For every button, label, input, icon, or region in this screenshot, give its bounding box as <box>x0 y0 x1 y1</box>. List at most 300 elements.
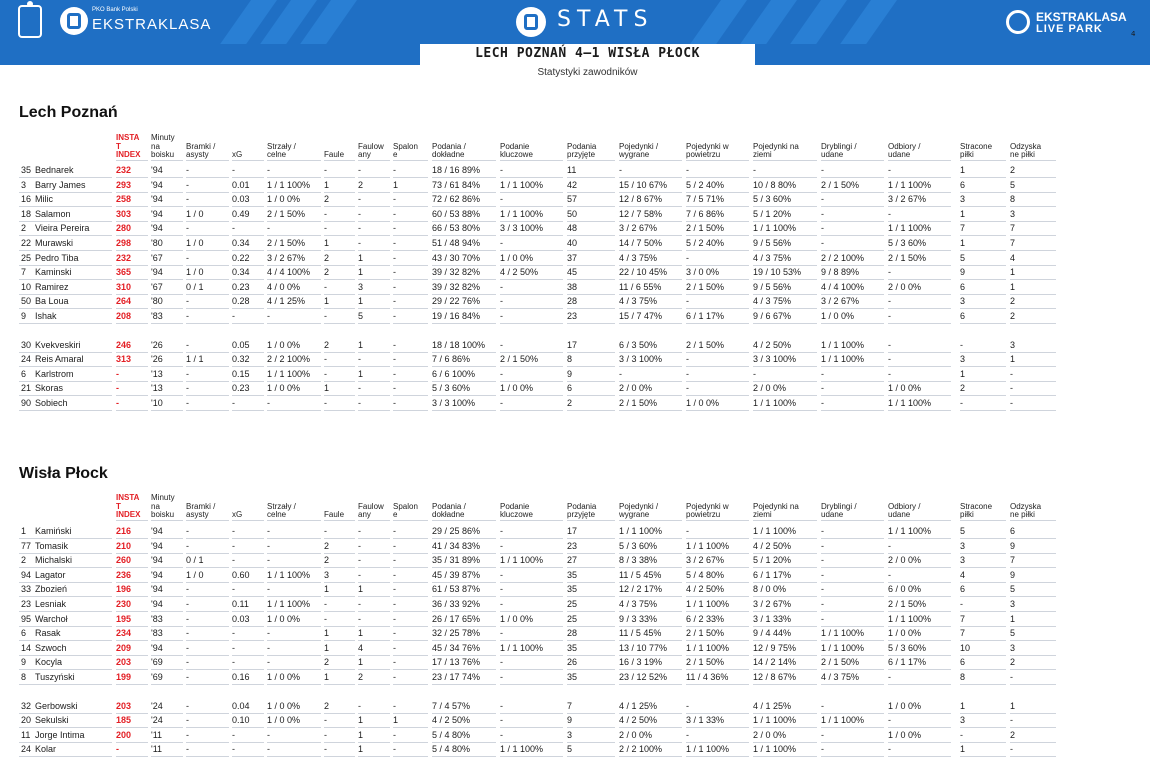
stat-cell: 2 <box>960 383 966 394</box>
row-divider <box>1010 308 1056 309</box>
stat-cell: - <box>393 368 396 379</box>
stat-cell: - <box>500 238 503 248</box>
row-divider <box>888 366 951 367</box>
stat-cell: 5 / 1 20% <box>753 208 792 219</box>
row-divider <box>619 684 682 685</box>
stat-cell: 1 <box>324 642 330 653</box>
stat-cell: 1 <box>324 238 330 248</box>
stat-cell: 2 <box>1010 729 1016 740</box>
stat-cell: 7 / 6 86% <box>686 208 725 219</box>
player-name: Jorge Intima <box>35 729 85 740</box>
row-divider <box>753 684 817 685</box>
league-name: EKSTRAKLASA <box>92 16 212 33</box>
stat-cell: 2 <box>324 267 330 278</box>
stat-cell: '69 <box>151 672 163 682</box>
stat-cell: 5 <box>1010 584 1016 595</box>
row-divider <box>1010 395 1056 396</box>
row-divider <box>500 323 563 324</box>
column-header: Podania przyjęte <box>567 501 597 519</box>
stat-cell: - <box>1010 715 1013 726</box>
stat-cell: - <box>393 555 396 566</box>
stat-cell: '24 <box>151 715 163 726</box>
stat-cell: 4 / 1 25% <box>753 700 792 711</box>
stat-cell: 5 / 3 60% <box>888 238 927 248</box>
player-name: Lagator <box>35 569 66 580</box>
stat-cell: 9 <box>960 267 966 278</box>
stat-cell: 9 / 5 56% <box>753 281 792 292</box>
stat-cell: - <box>393 613 396 624</box>
row-divider <box>232 553 264 554</box>
header-underline <box>619 160 682 161</box>
header-underline <box>151 160 183 161</box>
stat-cell: - <box>186 526 189 536</box>
stat-cell: '67 <box>151 281 163 292</box>
header-underline <box>324 520 355 521</box>
stat-cell: - <box>500 311 503 321</box>
stat-cell: 1 <box>324 628 330 639</box>
row-divider <box>1010 323 1056 324</box>
header-underline <box>324 160 355 161</box>
stat-cell: '94 <box>151 540 163 551</box>
stat-cell: - <box>358 165 361 175</box>
stat-cell: 42 <box>567 179 578 190</box>
stat-cell: 7 <box>960 613 966 624</box>
row-divider <box>393 727 428 728</box>
stat-cell: 1 <box>358 368 364 379</box>
stat-cell: '11 <box>151 744 163 755</box>
stat-cell: 45 <box>567 267 578 278</box>
stat-cell: 27 <box>567 555 578 566</box>
stat-cell: 7 <box>1010 555 1016 566</box>
stat-cell: 232 <box>116 252 132 263</box>
stat-cell: 39 / 32 82% <box>432 281 481 292</box>
stat-cell: 2 / 0 0% <box>753 383 787 394</box>
player-name: Lesniak <box>35 599 67 609</box>
stat-cell: - <box>821 700 824 711</box>
stat-cell: - <box>267 657 270 668</box>
stat-cell: 19 / 10 53% <box>753 267 802 278</box>
stat-cell: 3 / 3 100% <box>432 398 476 408</box>
stat-cell: 293 <box>116 179 132 190</box>
player-name: Warchoł <box>35 613 68 624</box>
player-name: Ba Loua <box>35 296 69 307</box>
stat-cell: - <box>500 715 503 726</box>
stat-cell: '69 <box>151 657 163 668</box>
stat-cell: 1 / 0 <box>186 569 204 580</box>
row-divider <box>324 742 355 743</box>
stat-cell: 1 / 1 100% <box>821 642 865 653</box>
row-divider <box>686 756 749 757</box>
stat-cell: 6 <box>960 584 966 595</box>
player-name: Barry James <box>35 179 86 190</box>
row-divider <box>393 395 428 396</box>
row-divider <box>686 366 749 367</box>
stat-cell: 28 <box>567 628 578 639</box>
stat-cell: 14 / 7 50% <box>619 238 663 248</box>
stat-cell: - <box>500 628 503 639</box>
row-divider <box>324 206 355 207</box>
row-divider <box>19 323 112 324</box>
row-divider <box>232 538 264 539</box>
stat-cell: '67 <box>151 252 163 263</box>
stat-cell: 2 <box>324 252 330 263</box>
stat-cell: - <box>267 223 270 234</box>
stat-cell: - <box>324 354 327 365</box>
stat-cell: 1 <box>324 672 330 682</box>
stat-cell: 1 / 0 0% <box>500 383 534 394</box>
stat-cell: 40 <box>567 238 578 248</box>
column-header: Bramki / asysty <box>186 501 216 519</box>
row-divider <box>1010 626 1056 627</box>
stat-cell: 9 / 4 44% <box>753 628 792 639</box>
stat-cell: - <box>686 700 689 711</box>
row-divider <box>753 323 817 324</box>
stat-cell: - <box>186 368 189 379</box>
stat-cell: '10 <box>151 398 163 408</box>
stat-cell: 0.23 <box>232 281 250 292</box>
stat-cell: - <box>393 642 396 653</box>
row-divider <box>1010 221 1056 222</box>
row-divider <box>186 250 229 251</box>
stat-cell: 3 <box>1010 642 1016 653</box>
stat-cell: - <box>324 223 327 234</box>
stat-cell: - <box>116 383 119 394</box>
stat-cell: 1 <box>960 368 966 379</box>
row-divider <box>186 611 229 612</box>
row-divider <box>1010 756 1056 757</box>
player-number: 32 <box>21 700 32 711</box>
stat-cell: - <box>186 540 189 551</box>
player-name: Rasak <box>35 628 61 639</box>
stat-cell: 1 <box>358 657 364 668</box>
stat-cell: - <box>1010 398 1013 408</box>
stat-cell: 3 <box>960 194 966 205</box>
stat-cell: - <box>358 700 361 711</box>
stat-cell: 4 <box>960 569 966 580</box>
row-divider <box>358 323 390 324</box>
row-divider <box>267 410 321 411</box>
stat-cell: 1 / 1 100% <box>686 744 730 755</box>
stat-cell: - <box>888 339 891 350</box>
column-header: Stracone piłki <box>960 141 993 159</box>
stat-cell: 7 <box>1010 223 1016 234</box>
row-divider <box>1010 235 1056 236</box>
row-divider <box>324 395 355 396</box>
live-park-line1: EKSTRAKLASA <box>1036 10 1127 24</box>
stat-cell: 4 / 3 75% <box>753 252 792 263</box>
stat-cell: 298 <box>116 238 132 248</box>
stat-cell: - <box>888 672 891 682</box>
row-divider <box>358 553 390 554</box>
stat-cell: 1 / 0 0% <box>267 672 301 682</box>
row-divider <box>358 684 390 685</box>
row-divider <box>500 279 563 280</box>
row-divider <box>888 308 951 309</box>
stat-cell: - <box>186 311 189 321</box>
stat-cell: - <box>500 368 503 379</box>
stat-cell: - <box>186 744 189 755</box>
stat-cell: '13 <box>151 383 163 394</box>
stat-cell: 0.16 <box>232 672 250 682</box>
column-header: Pojedynki w powietrzu <box>686 501 729 519</box>
stat-cell: 3 / 2 67% <box>753 599 792 609</box>
stat-cell: 0.03 <box>232 613 250 624</box>
row-divider <box>821 742 884 743</box>
stat-cell: 8 <box>567 354 573 365</box>
stat-cell: 25 <box>567 599 578 609</box>
stat-cell: 1 <box>960 165 966 175</box>
stat-cell: 1 <box>1010 700 1016 711</box>
column-header: Podania przyjęte <box>567 141 597 159</box>
header-underline <box>393 160 428 161</box>
row-divider <box>960 221 1006 222</box>
stat-cell: - <box>393 628 396 639</box>
row-divider <box>232 655 264 656</box>
stat-cell: - <box>358 540 361 551</box>
row-divider <box>432 756 496 757</box>
player-number: 33 <box>21 584 32 595</box>
row-divider <box>358 381 390 382</box>
row-divider <box>500 235 563 236</box>
player-name: Zbozień <box>35 584 68 595</box>
stat-cell: 9 <box>1010 540 1016 551</box>
stat-cell: '26 <box>151 339 163 350</box>
stat-cell: 37 <box>567 252 578 263</box>
stat-cell: 1 <box>1010 613 1016 624</box>
row-divider <box>116 366 148 367</box>
stat-cell: 3 / 3 100% <box>619 354 663 365</box>
row-divider <box>393 308 428 309</box>
stat-cell: 210 <box>116 540 132 551</box>
stat-cell: 313 <box>116 354 132 365</box>
stat-cell: - <box>821 165 824 175</box>
row-divider <box>1010 611 1056 612</box>
row-divider <box>232 410 264 411</box>
stat-cell: - <box>324 281 327 292</box>
stat-cell: 6 <box>960 281 966 292</box>
stat-cell: - <box>686 165 689 175</box>
stat-cell: 310 <box>116 281 132 292</box>
row-divider <box>1010 582 1056 583</box>
stat-cell: 1 <box>324 179 330 190</box>
stat-cell: - <box>267 398 270 408</box>
stat-cell: 6 <box>960 657 966 668</box>
stat-cell: 2 <box>1010 657 1016 668</box>
stat-cell: 23 <box>567 311 578 321</box>
stat-cell: 0.03 <box>232 194 250 205</box>
player-name: Pedro Tiba <box>35 252 79 263</box>
stat-cell: 1 / 0 0% <box>500 613 534 624</box>
stat-cell: - <box>393 383 396 394</box>
stat-cell: 4 / 2 50% <box>500 267 539 278</box>
stat-cell: 1 / 0 0% <box>821 311 855 321</box>
player-number: 16 <box>21 194 32 205</box>
stat-cell: 5 <box>1010 179 1016 190</box>
column-header: Spalon e <box>393 501 418 519</box>
stat-cell: - <box>267 540 270 551</box>
row-divider <box>324 323 355 324</box>
stat-cell: - <box>186 252 189 263</box>
row-divider <box>393 626 428 627</box>
stat-cell: '94 <box>151 555 163 566</box>
row-divider <box>393 582 428 583</box>
stat-cell: '80 <box>151 238 163 248</box>
stat-cell: 2 / 0 0% <box>888 555 922 566</box>
stat-cell: - <box>116 744 119 755</box>
row-divider <box>358 235 390 236</box>
row-divider <box>500 596 563 597</box>
stat-cell: 7 <box>960 223 966 234</box>
row-divider <box>567 742 615 743</box>
row-divider <box>1010 250 1056 251</box>
stat-cell: - <box>821 208 824 219</box>
column-header: Faulow any <box>358 141 384 159</box>
stat-cell: - <box>186 672 189 682</box>
stat-cell: 12 / 9 75% <box>753 642 797 653</box>
stat-cell: 1 <box>393 715 399 726</box>
stat-cell: 3 / 3 100% <box>753 354 797 365</box>
player-name: Ishak <box>35 311 57 321</box>
stat-cell: 2 / 2 100% <box>619 744 663 755</box>
row-divider <box>567 727 615 728</box>
stat-cell: - <box>358 599 361 609</box>
player-number: 6 <box>21 368 27 379</box>
player-number: 1 <box>21 526 27 536</box>
stat-cell: 1 / 1 100% <box>753 223 797 234</box>
stat-cell: 4 <box>358 642 364 653</box>
stat-cell: - <box>888 368 891 379</box>
stat-cell: 1 / 1 100% <box>500 208 544 219</box>
row-divider <box>358 221 390 222</box>
stat-cell: - <box>888 744 891 755</box>
stat-cell: - <box>232 584 235 595</box>
header-underline <box>1010 520 1056 521</box>
stat-cell: 3 / 1 33% <box>753 613 792 624</box>
row-divider <box>960 323 1006 324</box>
stat-cell: - <box>186 642 189 653</box>
stat-cell: '94 <box>151 165 163 175</box>
row-divider <box>1010 727 1056 728</box>
stat-cell: 3 / 1 33% <box>686 715 725 726</box>
row-divider <box>960 582 1006 583</box>
stat-cell: 0.11 <box>232 599 249 609</box>
live-park-line2: LIVE PARK <box>1036 23 1103 35</box>
stat-cell: - <box>393 540 396 551</box>
row-divider <box>960 410 1006 411</box>
stat-cell: - <box>324 311 327 321</box>
row-divider <box>821 395 884 396</box>
stat-cell: 9 / 6 67% <box>753 311 792 321</box>
stat-cell: - <box>888 540 891 551</box>
stat-cell: - <box>324 729 327 740</box>
stat-cell: 0.34 <box>232 267 250 278</box>
stat-cell: - <box>821 368 824 379</box>
stat-cell: 7 / 5 71% <box>686 194 725 205</box>
player-number: 9 <box>21 657 27 668</box>
row-divider <box>821 756 884 757</box>
stat-cell: - <box>500 339 503 350</box>
stat-cell: - <box>500 540 503 551</box>
row-divider <box>393 756 428 757</box>
stat-cell: '24 <box>151 700 163 711</box>
stat-cell: - <box>393 296 396 307</box>
row-divider <box>888 567 951 568</box>
row-divider <box>232 308 264 309</box>
player-number: 95 <box>21 613 32 624</box>
row-divider <box>186 381 229 382</box>
stat-cell: 234 <box>116 628 132 639</box>
stat-cell: 0.04 <box>232 700 250 711</box>
row-divider <box>821 235 884 236</box>
header-underline <box>151 520 183 521</box>
stat-cell: - <box>358 208 361 219</box>
stat-cell: 25 <box>567 613 578 624</box>
stat-cell: 2 / 0 0% <box>888 281 922 292</box>
row-divider <box>358 756 390 757</box>
stat-cell: - <box>393 569 396 580</box>
header-underline <box>186 160 229 161</box>
header-underline <box>567 520 615 521</box>
row-divider <box>500 294 563 295</box>
row-divider <box>358 395 390 396</box>
stat-cell: 73 / 61 84% <box>432 179 481 190</box>
stat-cell: 209 <box>116 642 132 653</box>
player-number: 10 <box>21 281 32 292</box>
row-divider <box>567 366 615 367</box>
stat-cell: 1 / 1 100% <box>888 223 932 234</box>
stat-cell: 2 / 1 50% <box>686 339 725 350</box>
column-header: Strzały / celne <box>267 501 296 519</box>
stat-cell: 72 / 62 86% <box>432 194 481 205</box>
stat-cell: - <box>393 672 396 682</box>
row-divider <box>19 308 112 309</box>
stat-cell: 3 <box>1010 208 1016 219</box>
stat-cell: - <box>393 599 396 609</box>
stat-cell: 0.10 <box>232 715 250 726</box>
row-divider <box>500 567 563 568</box>
stat-cell: - <box>186 700 189 711</box>
stat-cell: - <box>267 729 270 740</box>
stat-cell: 185 <box>116 715 132 726</box>
row-divider <box>432 684 496 685</box>
stat-cell: 2 <box>358 672 364 682</box>
row-divider <box>393 250 428 251</box>
row-divider <box>393 221 428 222</box>
row-divider <box>960 395 1006 396</box>
row-divider <box>393 684 428 685</box>
stat-cell: - <box>393 729 396 740</box>
stats-logo-icon <box>516 7 546 37</box>
stat-cell: 8 <box>960 672 966 682</box>
stat-cell: 3 <box>960 540 966 551</box>
stat-cell: 196 <box>116 584 132 595</box>
player-number: 11 <box>21 729 31 740</box>
stat-cell: 1 / 1 100% <box>500 744 544 755</box>
stat-cell: 1 / 0 0% <box>888 628 922 639</box>
row-divider <box>500 192 563 193</box>
row-divider <box>1010 553 1056 554</box>
header-underline <box>960 520 1006 521</box>
stat-cell: 1 <box>324 383 330 394</box>
stat-cell: 48 <box>567 223 578 234</box>
column-header: xG <box>232 510 243 519</box>
row-divider <box>1010 640 1056 641</box>
stat-cell: 8 <box>1010 194 1016 205</box>
stat-cell: 230 <box>116 599 132 609</box>
stat-cell: - <box>358 569 361 580</box>
stat-cell: 1 / 1 100% <box>753 526 797 536</box>
header-underline <box>393 520 428 521</box>
